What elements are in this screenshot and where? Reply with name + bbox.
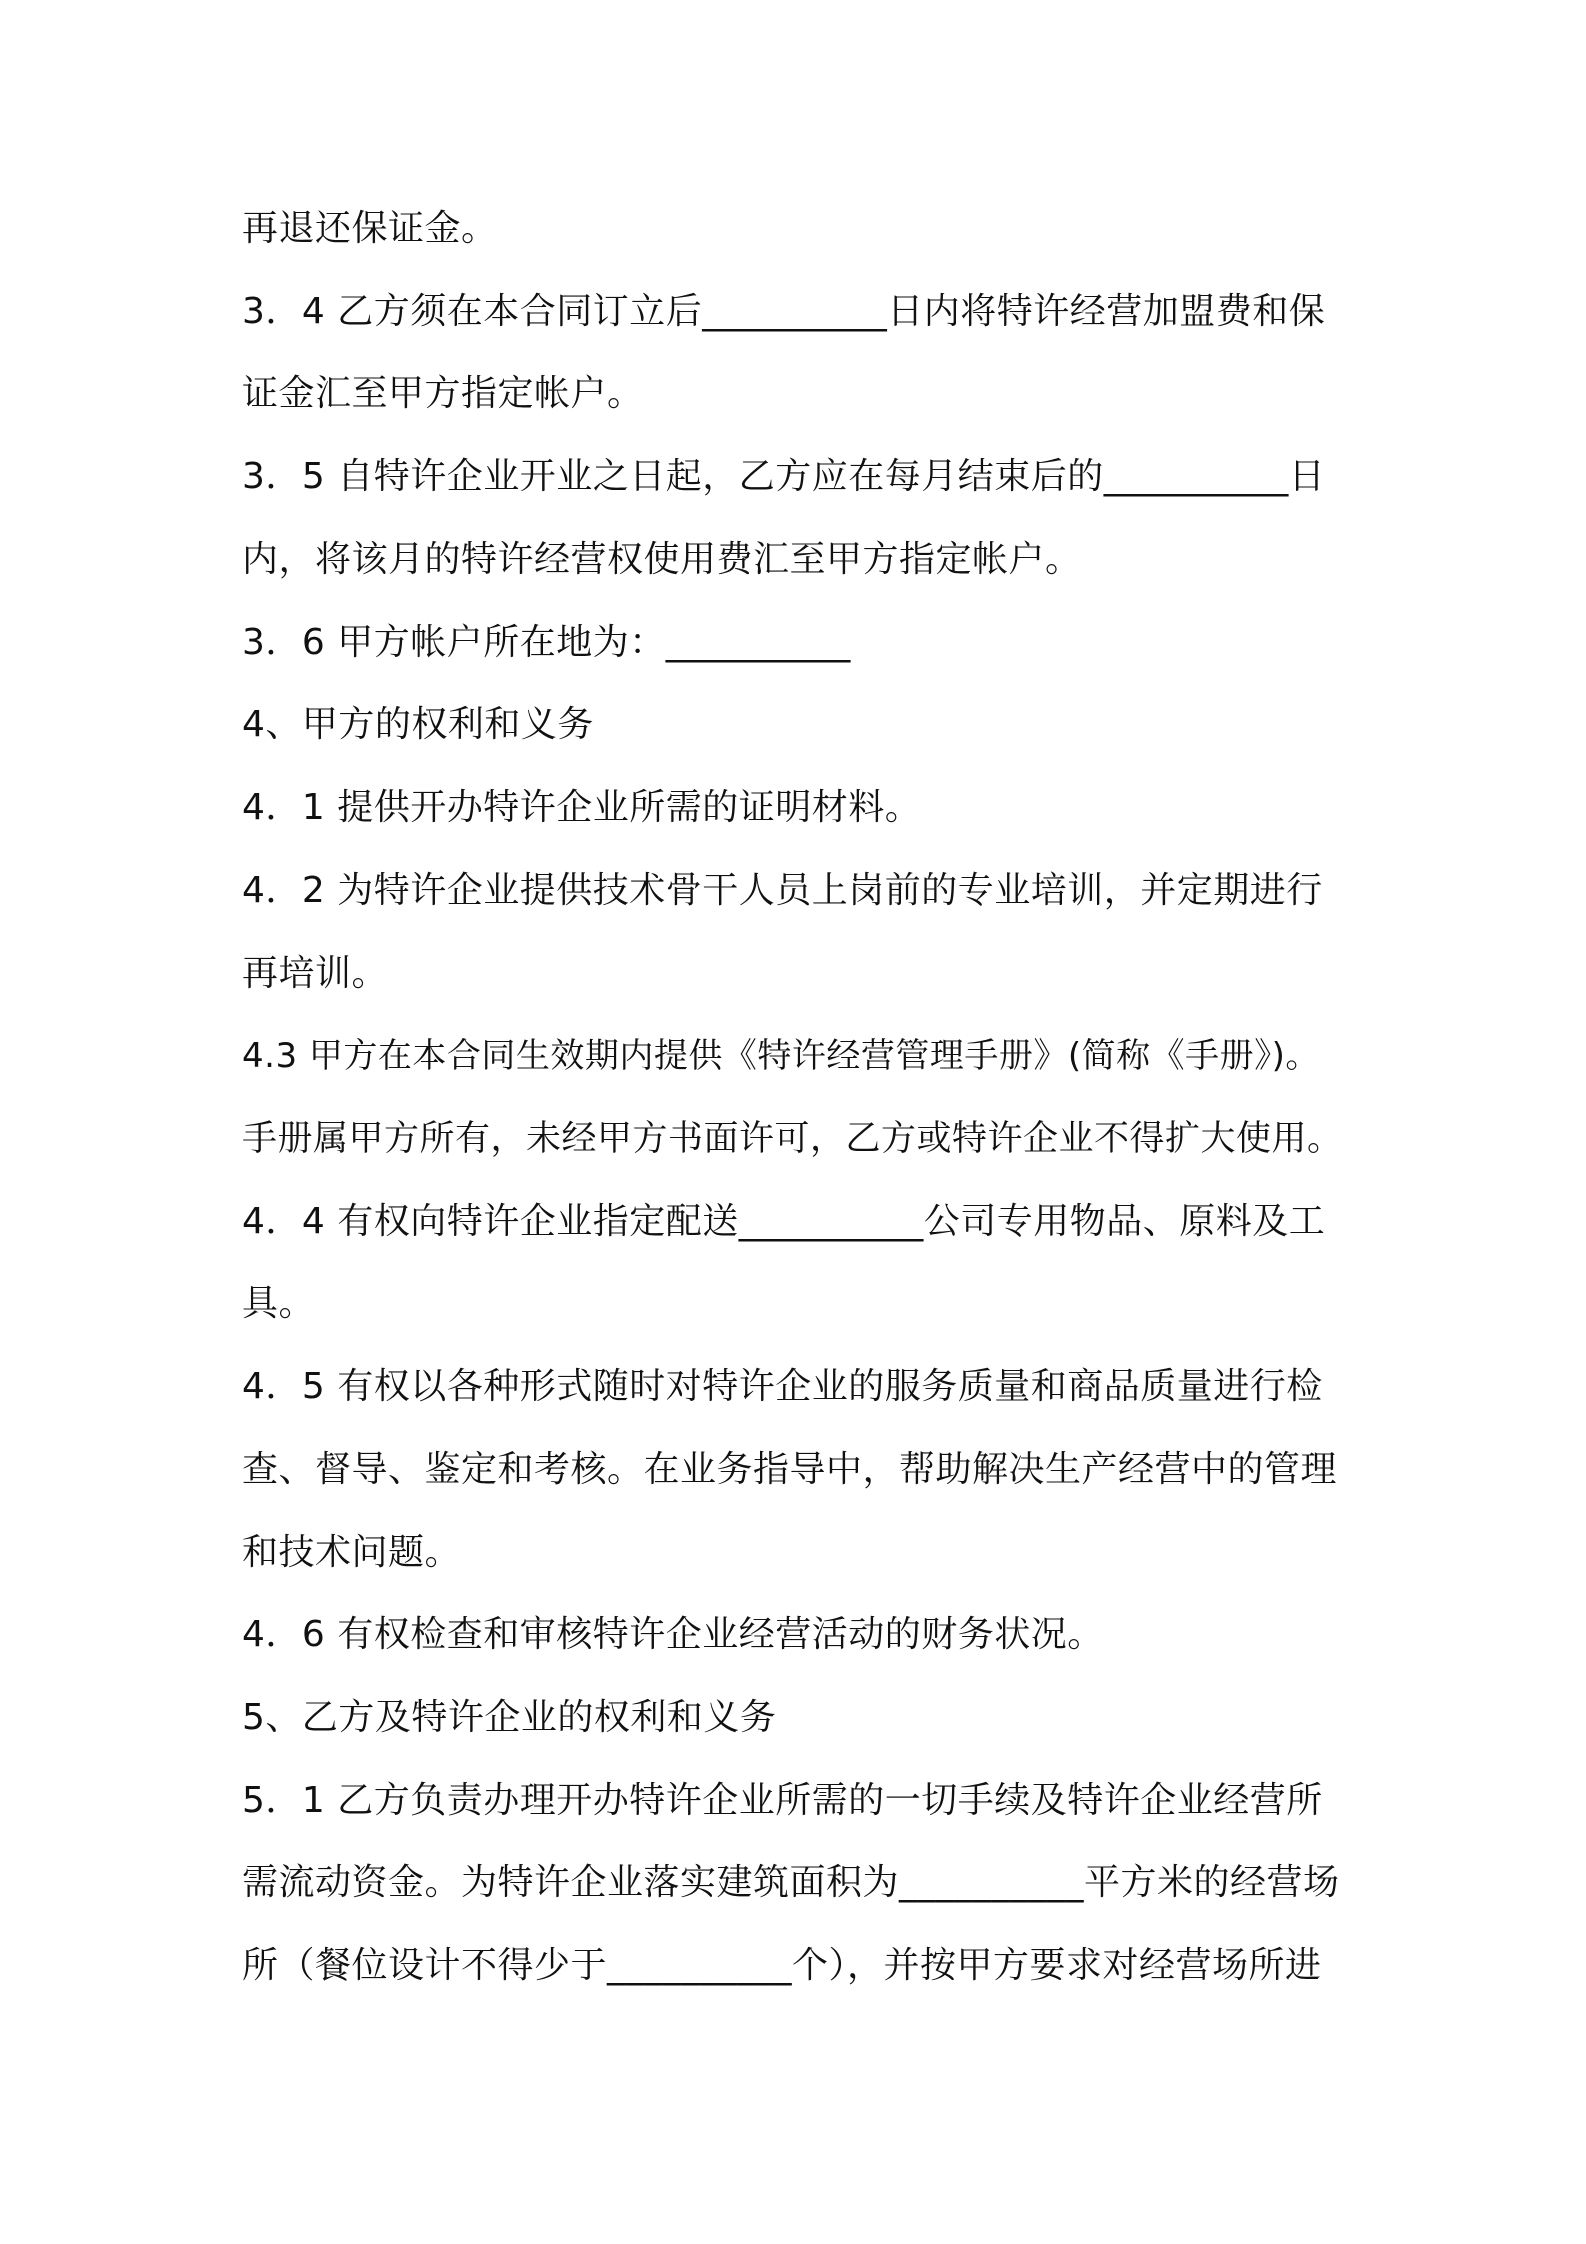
text-line-6: 3．6 甲方帐户所在地为：__________ <box>242 622 851 663</box>
section-heading-4: 4、甲方的权利和义务 <box>242 704 594 745</box>
text-line-14: 具。 <box>242 1283 316 1324</box>
text-line-9: 4．2 为特许企业提供技术骨干人员上岗前的专业培训，并定期进行 <box>242 870 1323 911</box>
text-line-4: 3．5 自特许企业开业之日起，乙方应在每月结束后的__________日 <box>242 456 1326 497</box>
text-line-20: 5．1 乙方负责办理开办特许企业所需的一切手续及特许企业经营所 <box>242 1780 1323 1821</box>
section-heading-5: 5、乙方及特许企业的权利和义务 <box>242 1697 777 1738</box>
text-line-8: 4．1 提供开办特许企业所需的证明材料。 <box>242 787 922 828</box>
text-line-11: 4.3 甲方在本合同生效期内提供《特许经营管理手册》(简称《手册》)。 <box>242 1036 1320 1076</box>
text-line-18: 4．6 有权检查和审核特许企业经营活动的财务状况。 <box>242 1614 1104 1655</box>
text-line-17: 和技术问题。 <box>242 1532 462 1573</box>
text-line-22: 所（餐位设计不得少于__________个），并按甲方要求对经营场所进 <box>242 1945 1322 1986</box>
text-line-15: 4．5 有权以各种形式随时对特许企业的服务质量和商品质量进行检 <box>242 1366 1323 1407</box>
text-line-5: 内，将该月的特许经营权使用费汇至甲方指定帐户。 <box>242 539 1082 580</box>
text-line-3: 证金汇至甲方指定帐户。 <box>242 373 644 414</box>
text-line-10: 再培训。 <box>242 953 389 994</box>
text-line-12: 手册属甲方所有，未经甲方书面许可，乙方或特许企业不得扩大使用。 <box>242 1119 1343 1159</box>
text-line-13: 4．4 有权向特许企业指定配送__________公司专用物品、原料及工 <box>242 1201 1326 1242</box>
text-line-16: 查、督导、鉴定和考核。在业务指导中，帮助解决生产经营中的管理 <box>242 1449 1338 1490</box>
text-line-2: 3．4 乙方须在本合同订立后__________日内将特许经营加盟费和保 <box>242 291 1326 332</box>
text-line-1: 再退还保证金。 <box>242 208 498 249</box>
text-line-21: 需流动资金。为特许企业落实建筑面积为__________平方米的经营场 <box>242 1862 1340 1903</box>
